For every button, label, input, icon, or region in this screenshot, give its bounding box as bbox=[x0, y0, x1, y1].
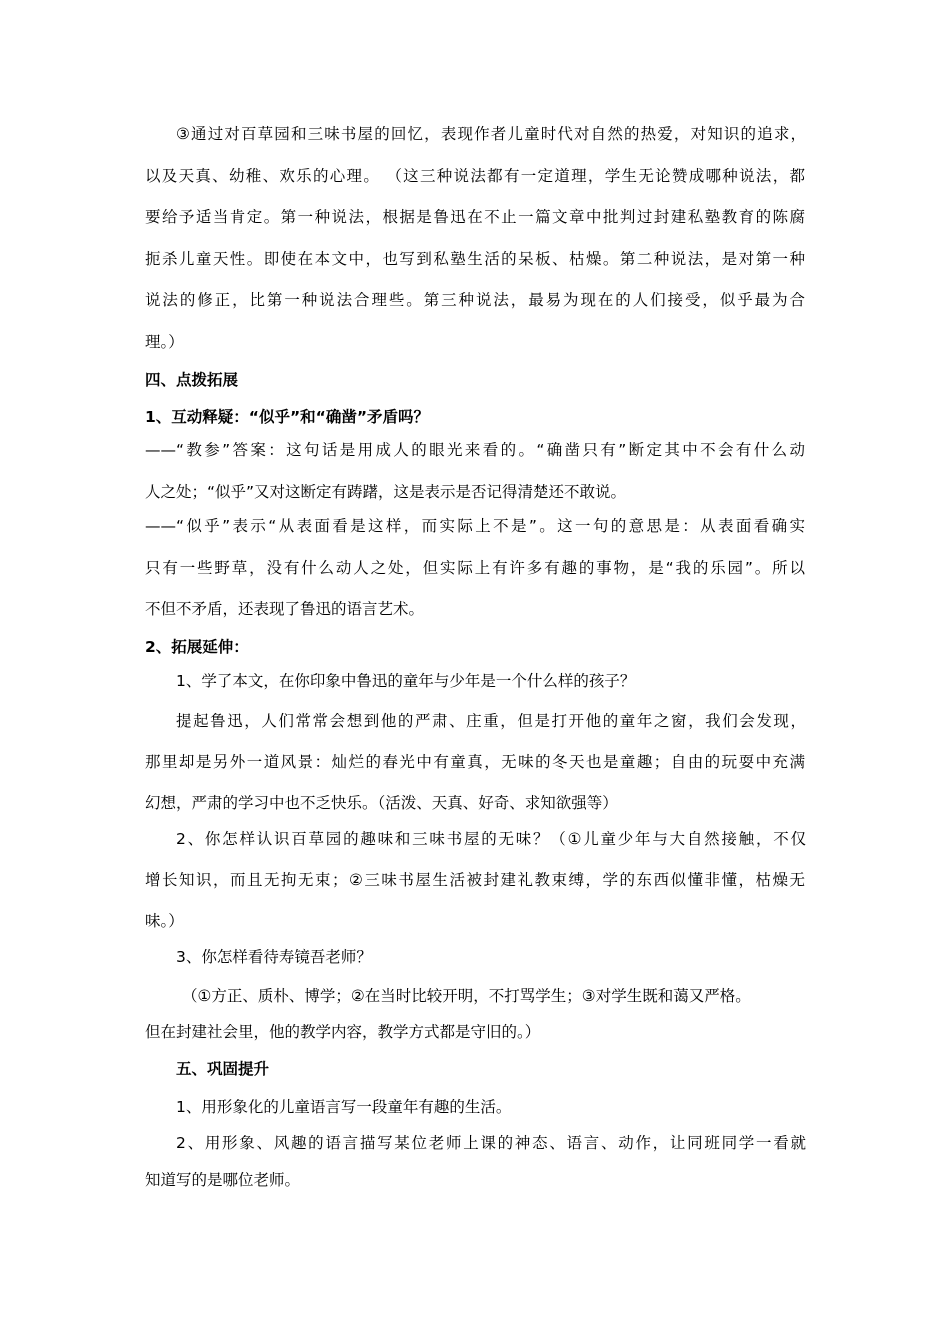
question-3: 3、你怎样看待寿镜吾老师？ bbox=[176, 948, 372, 966]
question-2-line-2: 增长知识，而且无拘无束；②三味书屋生活被封建礼教束缚，学的东西似懂非懂，枯燥无 bbox=[145, 871, 805, 889]
answer1-line-1: ——“教参”答案：这句话是用成人的眼光来看的。“确凿只有”断定其中不会有什么动 bbox=[145, 441, 805, 459]
question-2-line-3: 味。） bbox=[145, 912, 184, 930]
section5-item-2-line-2: 知道写的是哪位老师。 bbox=[145, 1171, 301, 1189]
q3-answer-line-1: （①方正、质朴、博学；②在当时比较开明，不打骂学生；③对学生既和蔼又严格。 bbox=[182, 987, 751, 1005]
question-1: 1、学了本文，在你印象中鲁迅的童年与少年是一个什么样的孩子？ bbox=[176, 672, 636, 690]
para1-line-3: 要给予适当肯定。第一种说法，根据是鲁迅在不止一篇文章中批判过封建私塾教育的陈腐 bbox=[145, 208, 805, 226]
section5-item-2-line-1: 2、用形象、风趣的语言描写某位老师上课的神态、语言、动作，让同班同学一看就 bbox=[176, 1134, 806, 1152]
q3-answer-line-2: 但在封建社会里，他的教学内容，教学方式都是守旧的。） bbox=[145, 1023, 541, 1041]
section4-sub1-heading: 1、互动释疑：“似乎”和“确凿”矛盾吗？ bbox=[145, 408, 430, 426]
para1-line-6: 理。） bbox=[145, 333, 184, 351]
question-2-line-1: 2、你怎样认识百草园的趣味和三味书屋的无味？（①儿童少年与大自然接触，不仅 bbox=[176, 830, 806, 848]
para1-line-4: 扼杀儿童天性。即使在本文中，也写到私塾生活的呆板、枯燥。第二种说法，是对第一种 bbox=[145, 250, 805, 268]
answer2-line-3: 不但不矛盾，还表现了鲁迅的语言艺术。 bbox=[145, 600, 425, 618]
para1-line-1: ③通过对百草园和三味书屋的回忆，表现作者儿童时代对自然的热爱，对知识的追求， bbox=[176, 125, 806, 143]
section4-sub2-heading: 2、拓展延伸： bbox=[145, 638, 249, 656]
answer2-line-1: ——“似乎”表示“从表面看是这样，而实际上不是”。这一句的意思是：从表面看确实 bbox=[145, 517, 805, 535]
q1-answer-line-3: 幻想，严肃的学习中也不乏快乐。（活泼、天真、好奇、求知欲强等） bbox=[145, 794, 618, 812]
para1-line-5: 说法的修正，比第一种说法合理些。第三种说法，最易为现在的人们接受，似乎最为合 bbox=[145, 291, 805, 309]
q1-answer-line-2: 那里却是另外一道风景：灿烂的春光中有童真，无味的冬天也是童趣；自由的玩耍中充满 bbox=[145, 753, 805, 771]
answer2-line-2: 只有一些野草，没有什么动人之处，但实际上有许多有趣的事物，是“我的乐园”。所以 bbox=[145, 559, 805, 577]
section5-heading: 五、巩固提升 bbox=[176, 1060, 270, 1078]
section4-heading: 四、点拨拓展 bbox=[145, 371, 239, 389]
para1-line-2: 以及天真、幼稚、欢乐的心理。 （这三种说法都有一定道理，学生无论赞成哪种说法，都 bbox=[145, 167, 805, 185]
answer1-line-2: 人之处；“似乎”又对这断定有踌躇，这是表示是否记得清楚还不敢说。 bbox=[145, 483, 627, 501]
q1-answer-line-1: 提起鲁迅，人们常常会想到他的严肃、庄重，但是打开他的童年之窗，我们会发现， bbox=[176, 712, 806, 730]
section5-item-1: 1、用形象化的儿童语言写一段童年有趣的生活。 bbox=[176, 1098, 512, 1116]
